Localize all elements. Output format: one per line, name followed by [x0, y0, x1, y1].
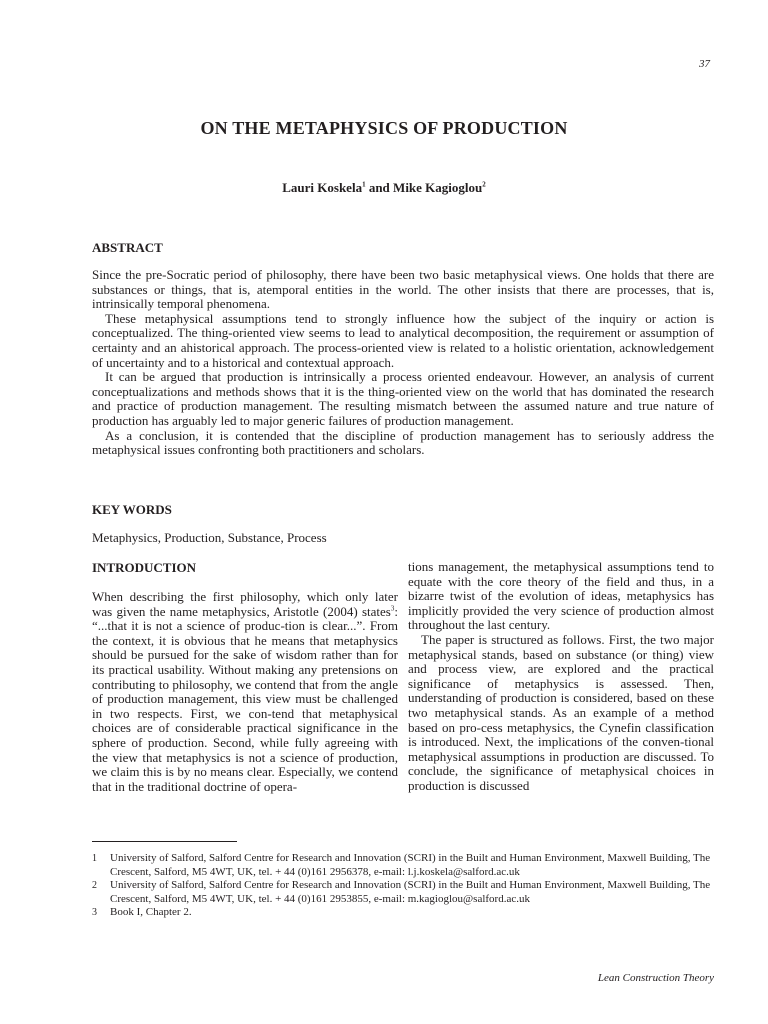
- footnote: [92, 906, 714, 920]
- abstract-paragraph: It can be argued that production is intrinsically a process oriented endeavour. However, an analysis of current conceptualizations and methods shows that it is the thing-oriented view on the world that has dominated the research and practice of production management. The resulting mismatch between the assumed nature and true nature of production has arguably led to major generic failures of production management.: [92, 369, 714, 428]
- footnote-number: 3: [92, 907, 97, 919]
- introduction-left-column: [92, 590, 398, 794]
- keywords-heading: KEY WORDS: [92, 502, 172, 517]
- author-line: [0, 180, 768, 196]
- intro-text-before-mark: When describing the first philosophy, which only later was given the name metaphysics, Aristotle (2004) states: [92, 589, 398, 619]
- intro-text-after-mark: : “...that it is not a science of produc-tion is clear...”. From the context, it is obvious that he means that metaphysics should be pursued for the sake of wisdom rather than for its practical usability. Without making any pretensions on contributing to philosophy, we contend that from the angle of production management, this view must be challenged in two respects. First, we con-tend that metaphysical choices are of considerable practical significance in the sphere of production. Second, while fully agreeing with the view that metaphysics is not a science of production, we claim this is by no means clear. Especially, we contend that in the traditional doctrine of opera-: [92, 603, 398, 794]
- footnotes: [92, 852, 714, 920]
- page-number: 37: [699, 58, 710, 70]
- author-conjunction: and: [365, 180, 394, 195]
- paper-title: ON THE METAPHYSICS OF PRODUCTION: [200, 118, 568, 138]
- introduction-paragraph: tions management, the metaphysical assumptions tend to equate with the core theory of the field and thus, in a bizarre twist of the evolution of ideas, metaphysics has implicitly provided the very science of production almost throughout the last century.: [408, 559, 714, 633]
- author-footnote-mark-1: 1: [362, 180, 366, 189]
- footnote-mark-3: 3: [390, 604, 395, 613]
- footnote-number: 2: [92, 880, 97, 892]
- footnote-separator: [92, 841, 237, 842]
- introduction-paragraph: [92, 590, 398, 794]
- author-kagioglou: Mike Kagioglou: [393, 180, 483, 195]
- footnote-text: University of Salford, Salford Centre for Research and Innovation (SCRI) in the Built and Human Environment, Maxwell Building, The Crescent, Salford, M5 4WT, UK, tel. + 44 (0)161 2953855, e-mail: m.kagioglou@salford.ac.uk: [110, 879, 711, 905]
- abstract-paragraph: Since the pre-Socratic period of philosophy, there have been two basic metaphysical views. One holds that there are substances or things, that is, atemporal entities in the world. The other insists that there are processes, that is, intrinsically temporal phenomena.: [92, 267, 714, 312]
- abstract-heading: ABSTRACT: [92, 240, 163, 255]
- footnote: [92, 879, 714, 906]
- abstract-paragraph: These metaphysical assumptions tend to strongly influence how the subject of the inquiry or action is conceptualized. The thing-oriented view seems to lead to analytical decomposition, the requirement or assumption of certainty and an ahistorical approach. The process-oriented view is related to a holistic orientation, acknowledgement of uncertainty and to a historical and contextual approach.: [92, 310, 714, 370]
- introduction-paragraph: The paper is structured as follows. First, the two major metaphysical stands, based on substance (or thing) view and process view, are explored and the practical significance of metaphysics is assessed. Then, understanding of production is considered, based on these two metaphysical stands. As an example of a method based on pro-cess metaphysics, the Cynefin classification is introduced. Next, the implications of the conven-tional metaphysical assumptions in production are discussed. To conclude, the significance of metaphysical choices in production is discussed: [408, 631, 714, 793]
- footnote-text: Book I, Chapter 2.: [110, 906, 192, 919]
- footnote: [92, 852, 714, 879]
- abstract-paragraph: As a conclusion, it is contended that the discipline of production management has to seriously address the metaphysical issues confronting both practitioners and scholars.: [92, 427, 714, 458]
- author-footnote-mark-2: 2: [482, 180, 486, 189]
- author-koskela: Lauri Koskela: [282, 180, 363, 195]
- introduction-right-column: [408, 560, 714, 794]
- footnote-text: University of Salford, Salford Centre for Research and Innovation (SCRI) in the Built and Human Environment, Maxwell Building, The Crescent, Salford, M5 4WT, UK, tel. + 44 (0)161 2956378, e-mail: l.j.koskela@salford.ac.uk: [110, 852, 711, 878]
- keywords-list: Metaphysics, Production, Substance, Process: [92, 530, 327, 545]
- footnote-number: 1: [92, 853, 97, 864]
- abstract-body: [92, 268, 714, 458]
- running-footer: Lean Construction Theory: [597, 972, 714, 984]
- introduction-heading: INTRODUCTION: [92, 560, 197, 575]
